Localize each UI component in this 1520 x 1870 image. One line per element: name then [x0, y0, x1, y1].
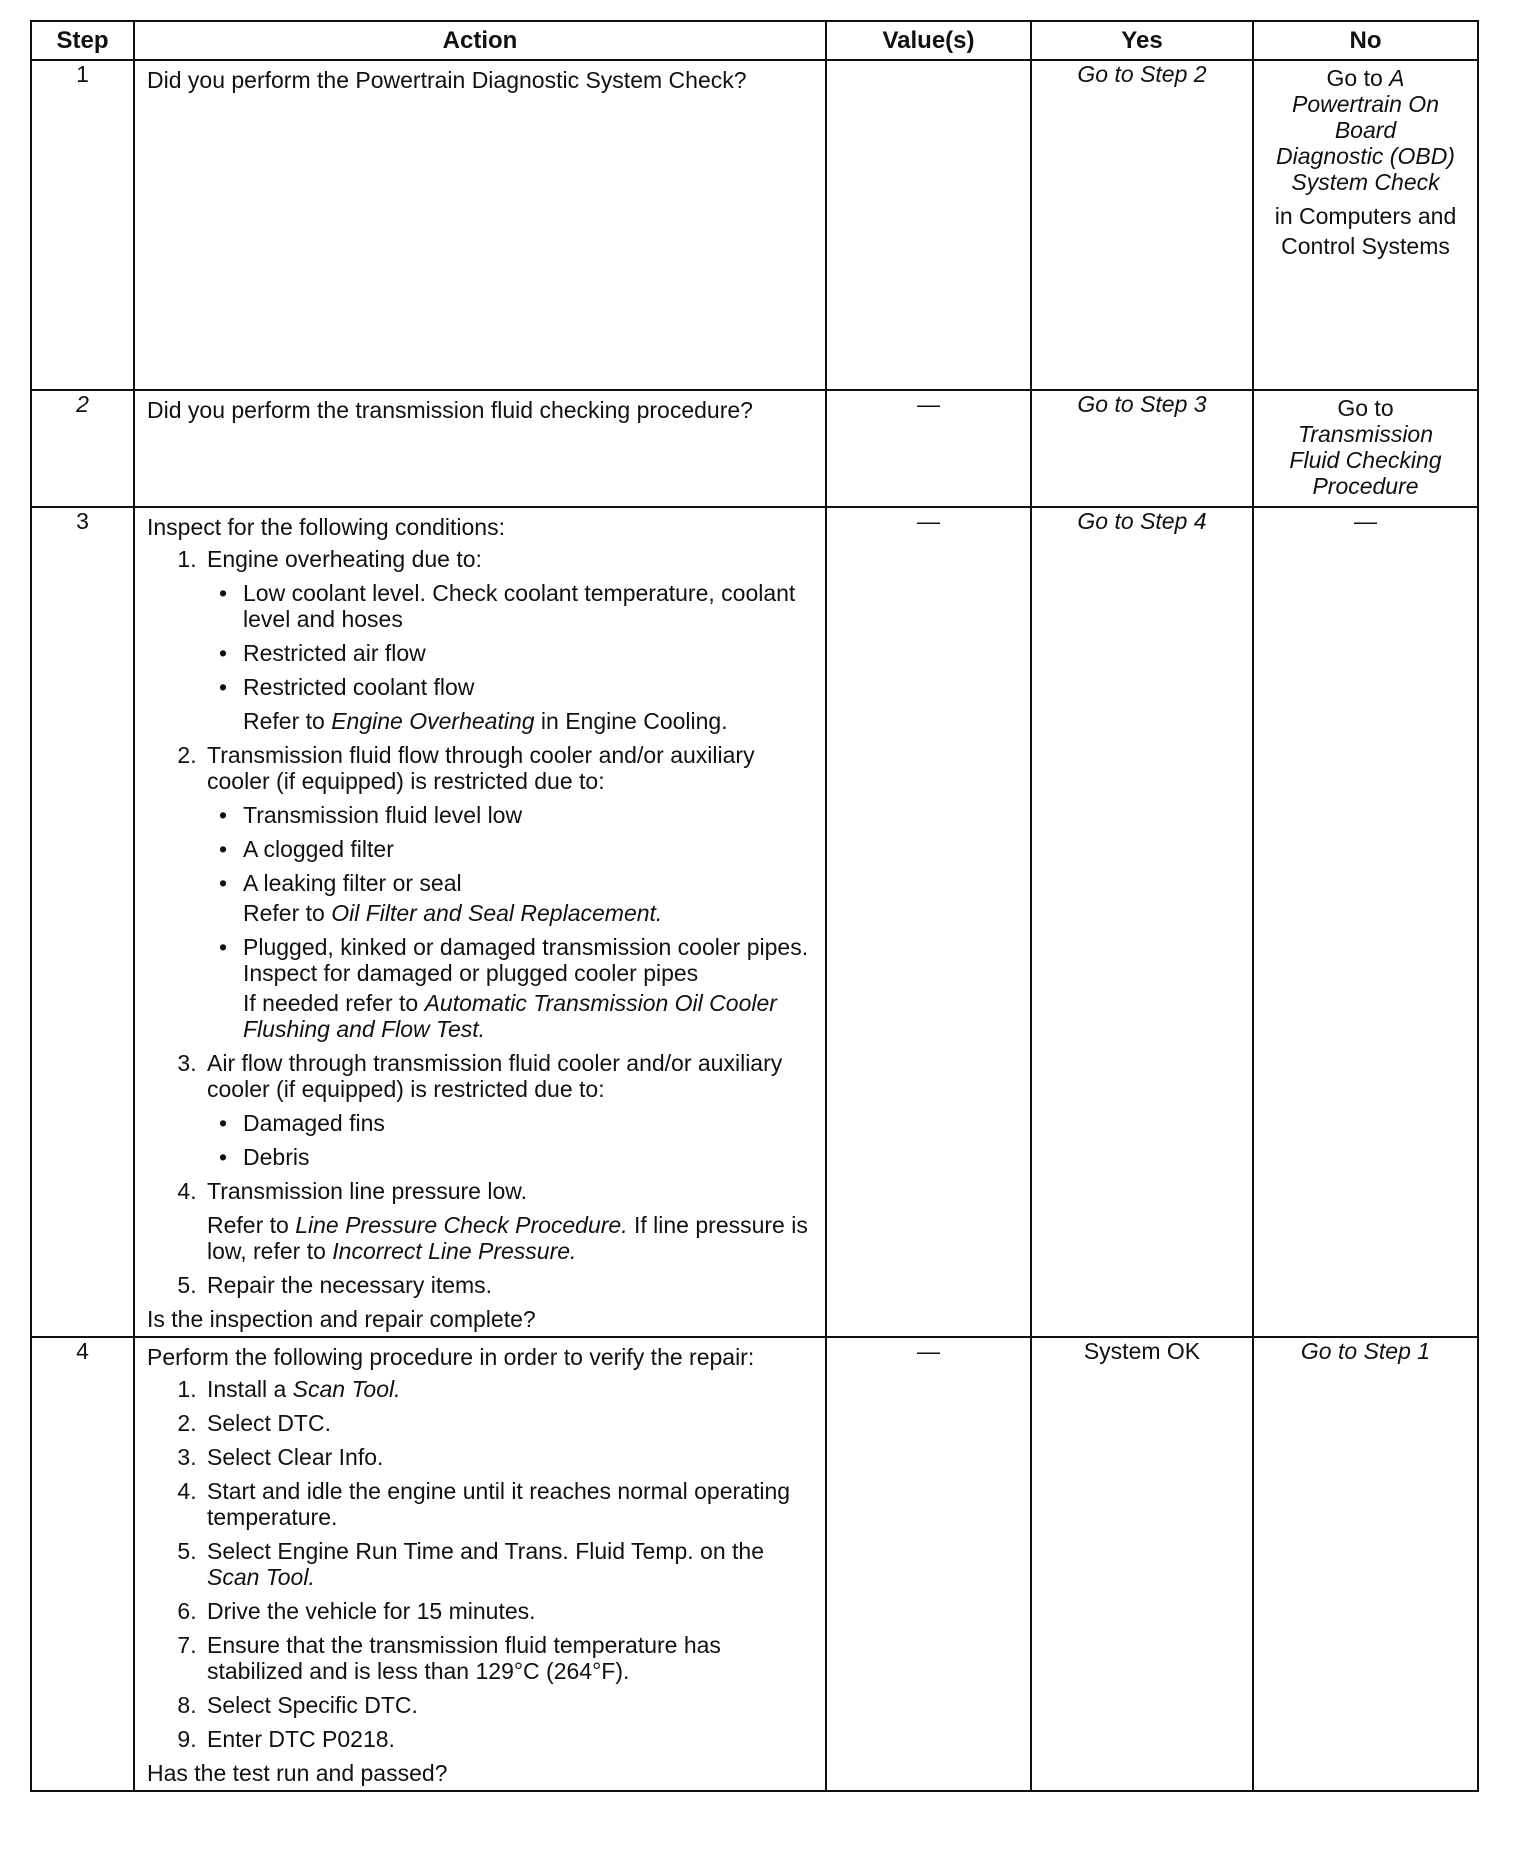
action-intro: Perform the following procedure in order to verify the repair:	[147, 1344, 755, 1370]
no-link-part[interactable]: Powertrain On	[1291, 91, 1439, 117]
diagnostic-table	[30, 20, 1479, 1792]
action-cell	[134, 1337, 826, 1791]
bullet-item: • Debris	[243, 1144, 817, 1170]
step-number: 3	[31, 507, 134, 1337]
header-values: Value(s)	[826, 21, 1031, 60]
ref-middle: If line pressure is low, refer to	[207, 1212, 808, 1264]
action-cell	[134, 60, 826, 390]
action-text: Did you perform the Powertrain Diagnostic System Check?	[147, 67, 747, 93]
header-step: Step	[31, 21, 134, 60]
bullet-item: • A clogged filter	[243, 836, 817, 862]
diagnostic-document	[30, 20, 1477, 1792]
list-item	[203, 1376, 817, 1402]
no-cell	[1253, 390, 1478, 507]
list-item: 3. Select Clear Info.	[203, 1444, 817, 1470]
yes-result: System OK	[1083, 1338, 1201, 1364]
ref-prefix: Refer to	[243, 708, 332, 734]
header-no: No	[1253, 21, 1478, 60]
ref-link[interactable]: Scan Tool.	[292, 1376, 401, 1402]
value-cell: —	[826, 507, 1031, 1337]
bullet-text: Plugged, kinked or damaged transmission cooler pipes. Inspect for damaged or plugged cooler pipes	[243, 934, 809, 986]
no-link-part[interactable]: Board	[1334, 117, 1397, 143]
procedure-list	[147, 546, 817, 1298]
action-text: Did you perform the transmission fluid checking procedure?	[147, 397, 753, 423]
bullet-item	[243, 870, 817, 926]
ref-link[interactable]: Engine Overheating	[331, 708, 535, 734]
ref-link[interactable]: Incorrect Line Pressure.	[332, 1238, 577, 1264]
yes-link[interactable]: Go to Step 2	[1077, 61, 1207, 87]
step-text: Transmission line pressure low.	[207, 1178, 527, 1204]
list-item: 9. Enter DTC P0218.	[203, 1726, 817, 1752]
step-text: Air flow through transmission fluid cooler and/or auxiliary cooler (if equipped) is restricted due to:	[207, 1050, 783, 1102]
ref-suffix: in Engine Cooling.	[534, 708, 728, 734]
step-text: Install a	[207, 1376, 293, 1402]
step-number: 1	[31, 60, 134, 390]
yes-link[interactable]: Go to Step 4	[1077, 508, 1207, 534]
list-item: 8. Select Specific DTC.	[203, 1692, 817, 1718]
no-link-part[interactable]: System Check	[1291, 169, 1440, 195]
ref-link[interactable]: Scan Tool.	[207, 1564, 315, 1590]
action-question: Is the inspection and repair complete?	[147, 1306, 536, 1332]
procedure-list	[147, 1376, 817, 1752]
ref-prefix: Refer to	[207, 1212, 296, 1238]
bullet-item: • Restricted air flow	[243, 640, 817, 666]
yes-cell	[1031, 507, 1253, 1337]
table-row-step-1	[31, 60, 1478, 390]
list-item: 6. Drive the vehicle for 15 minutes.	[203, 1598, 817, 1624]
list-item: 7. Ensure that the transmission fluid temperature has stabilized and is less than 129°C (264°F).	[203, 1632, 817, 1684]
yes-cell	[1031, 60, 1253, 390]
no-cell	[1253, 1337, 1478, 1791]
step-text: Select Engine Run Time and Trans. Fluid Temp. on the	[207, 1538, 764, 1564]
step-number: 2	[31, 390, 134, 507]
yes-cell	[1031, 390, 1253, 507]
step-text: Engine overheating due to:	[207, 546, 482, 572]
value-cell: —	[826, 1337, 1031, 1791]
yes-link[interactable]: Go to Step 3	[1077, 391, 1207, 417]
list-item	[203, 1050, 817, 1170]
bullet-item	[243, 934, 817, 1042]
list-item: 2. Select DTC.	[203, 1410, 817, 1436]
no-suffix: in Computers and Control Systems	[1274, 203, 1457, 259]
no-cell: —	[1253, 507, 1478, 1337]
bullet-item: • Low coolant level. Check coolant temperature, coolant level and hoses	[243, 580, 817, 632]
yes-cell	[1031, 1337, 1253, 1791]
action-cell	[134, 507, 826, 1337]
no-prefix: Go to	[1326, 65, 1390, 91]
action-cell	[134, 390, 826, 507]
no-link-part[interactable]: Procedure	[1312, 473, 1419, 499]
no-prefix: Go to	[1337, 395, 1394, 421]
header-action: Action	[134, 21, 826, 60]
no-link-part[interactable]: A	[1389, 65, 1405, 91]
ref-prefix: If needed refer to	[243, 990, 425, 1016]
ref-link[interactable]: Line Pressure Check Procedure.	[295, 1212, 628, 1238]
ref-link[interactable]: Oil Filter and Seal Replacement.	[331, 900, 663, 926]
table-row-step-2	[31, 390, 1478, 507]
no-link-part[interactable]: Fluid Checking	[1289, 447, 1442, 473]
value-cell: —	[826, 390, 1031, 507]
bullet-item: • Restricted coolant flow	[243, 674, 817, 700]
list-item	[203, 742, 817, 1042]
no-link[interactable]: Go to Step 1	[1300, 1338, 1431, 1364]
list-item: 4. Start and idle the engine until it reaches normal operating temperature.	[203, 1478, 817, 1530]
list-item: 5. Repair the necessary items.	[203, 1272, 817, 1298]
bullet-text: A leaking filter or seal	[243, 870, 462, 896]
action-intro: Inspect for the following conditions:	[147, 514, 505, 540]
list-item	[203, 546, 817, 734]
ref-prefix: Refer to	[243, 900, 332, 926]
header-row	[31, 21, 1478, 60]
action-question: Has the test run and passed?	[147, 1760, 448, 1786]
step-number: 4	[31, 1337, 134, 1791]
no-link-part[interactable]: Diagnostic (OBD)	[1276, 143, 1455, 169]
no-cell	[1253, 60, 1478, 390]
list-item	[203, 1538, 817, 1590]
no-link-part[interactable]: Transmission	[1297, 421, 1434, 447]
bullet-item: • Damaged fins	[243, 1110, 817, 1136]
table-row-step-4	[31, 1337, 1478, 1791]
bullet-item: • Transmission fluid level low	[243, 802, 817, 828]
list-item	[203, 1178, 817, 1264]
header-yes: Yes	[1031, 21, 1253, 60]
table-row-step-3	[31, 507, 1478, 1337]
step-text: Transmission fluid flow through cooler and/or auxiliary cooler (if equipped) is restricted due to:	[207, 742, 755, 794]
ref-link[interactable]: Automatic Transmission Oil Cooler Flushing and Flow Test.	[243, 990, 777, 1042]
value-cell	[826, 60, 1031, 390]
